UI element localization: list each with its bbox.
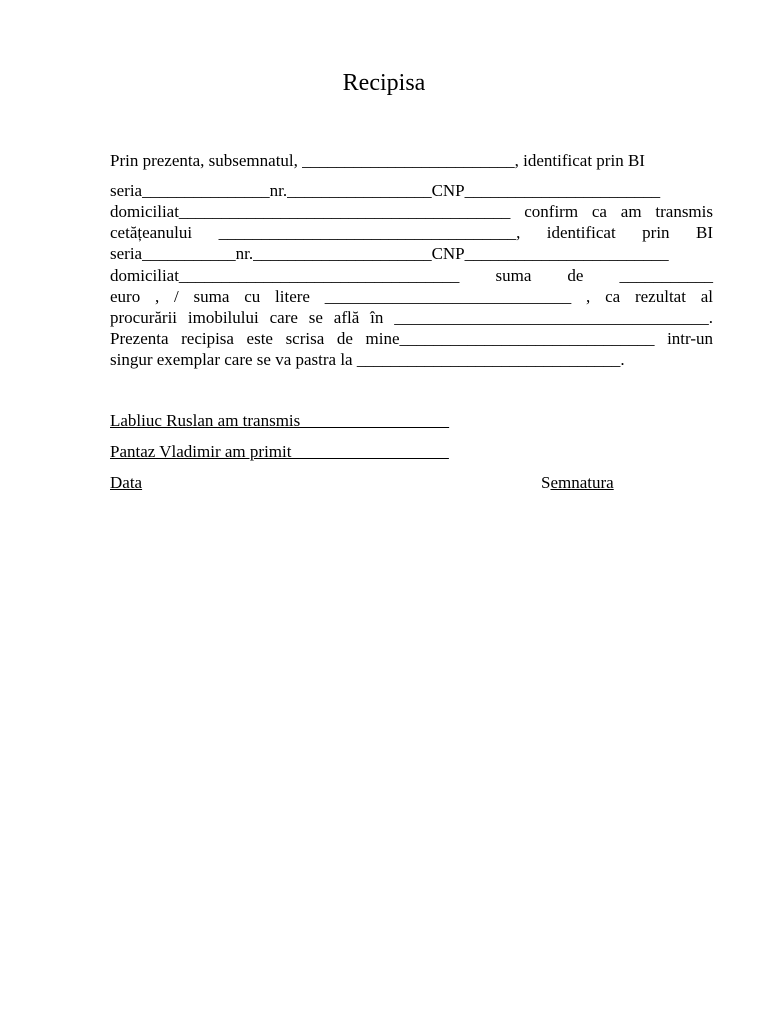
body-line-5: seria___________nr._____________________CNP________________________	[110, 244, 669, 263]
body-line-9: Prezenta recipisa este scrisa de mine______________________________ intr-un	[110, 329, 713, 348]
body-line-10: singur exemplar care se va pastra la _______________________________.	[110, 350, 625, 369]
body-line-3: domiciliat_______________________________________ confirm ca am transmis	[110, 202, 713, 221]
date-label: Data	[110, 473, 143, 492]
body-line-4: cetățeanului ___________________________________, identificat prin BI	[110, 223, 713, 242]
signature-label	[541, 472, 614, 493]
body-line-2: seria_______________nr._________________CNP_______________________	[110, 181, 661, 200]
document-title: Recipisa	[342, 70, 426, 96]
signature-label-initial: S	[541, 473, 551, 492]
body-line-8: procurării imobilului care se află în _____________________________________.	[110, 308, 713, 327]
body-line-1: Prin prezenta, subsemnatul, _________________________, identificat prin BI	[110, 151, 645, 170]
body-line-6: domiciliat_________________________________ suma de ___________	[110, 266, 713, 285]
receiver-signature-line: Pantaz Vladimir am primit __________________	[110, 442, 449, 461]
transmitter-signature-line: Labliuc Ruslan am transmis _________________	[110, 411, 450, 430]
signature-label-rest: emnatura	[550, 473, 614, 492]
body-line-7: euro , / suma cu litere _____________________________ , ca rezultat al	[110, 287, 713, 306]
